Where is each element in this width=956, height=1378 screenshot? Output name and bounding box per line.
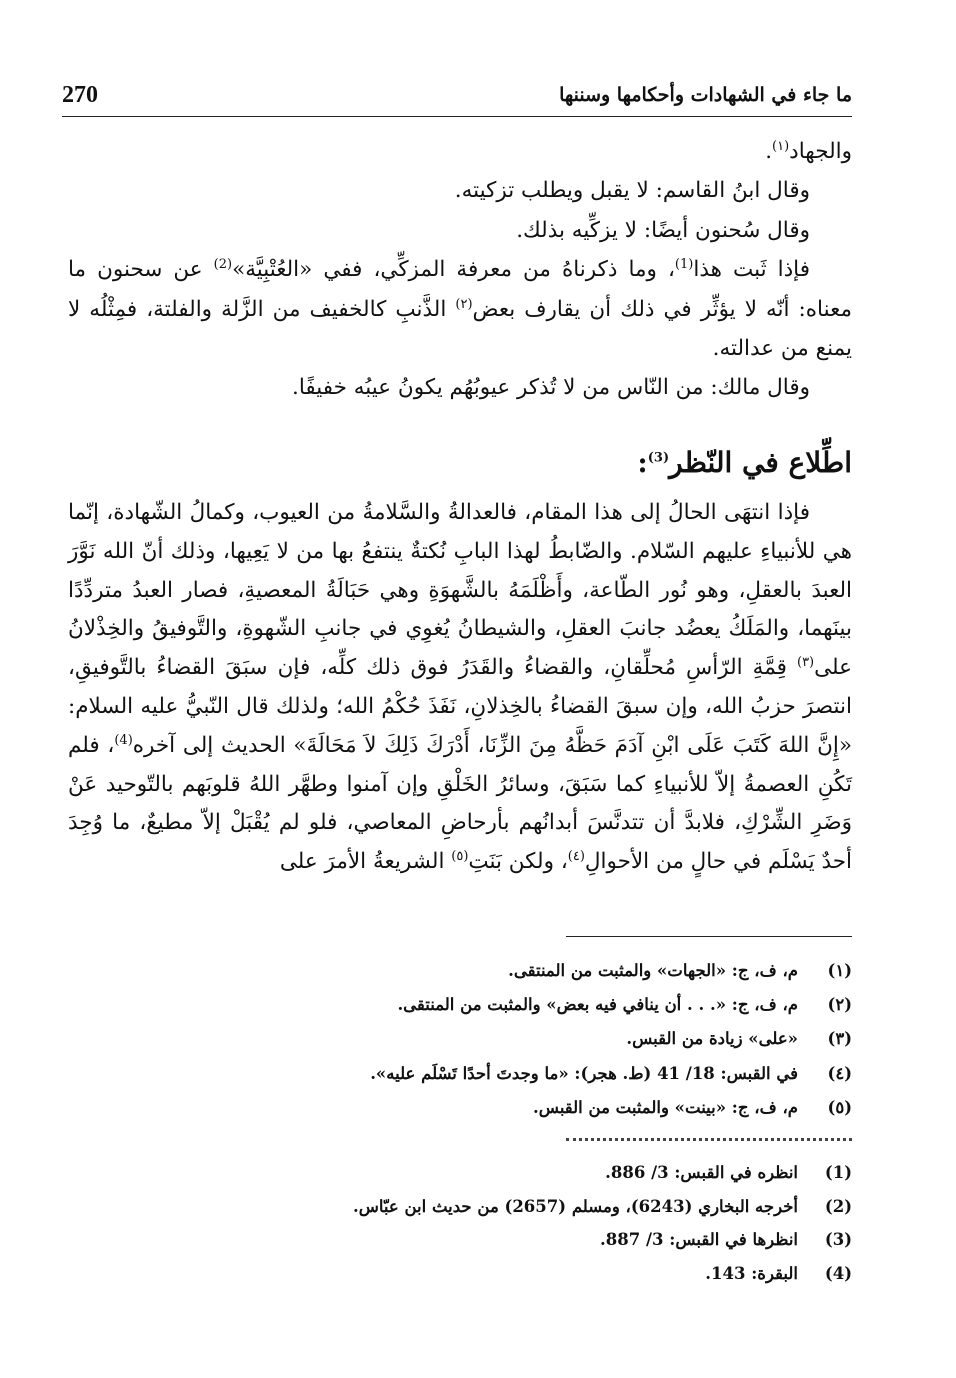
manuscript-footnotes: [200, 954, 852, 1125]
footnote-ref: (٤): [567, 849, 585, 865]
paragraph: والجهاد$^{(١)}$.: [765, 138, 852, 164]
footnote: (4) البقرة: 143.: [705, 1263, 852, 1283]
footnote-separator-dotted: [566, 1138, 852, 1141]
body-text-section: [68, 494, 852, 882]
footnote-ref: (1): [674, 257, 694, 273]
footnote: (٢) م، ف، ج: «. . . أن ينافي فيه بعض» والمثبت من المنتقى.: [397, 995, 852, 1015]
footnote: (2) أخرجه البخاري (6243)، ومسلم (2657) من حديث ابن عبّاس.: [353, 1196, 852, 1216]
paragraph: فإذا انتهَى الحالُ إلى هذا المقام، فالعدالةُ والسَّلامةُ من العيوب، وكمالُ الشّهادة، إنّما هي للأنبياءِ عليهم السّلام. والضّابطُ لهذا البابِ نُكتةٌ ينتفعُ بها من لا يَعِيها، وذلك أنّ الله نَوَّرَ العبدَ بالعقلِ، وهو نُور الطّاعة، وأَظْلَمَهُ بالشَّهوَةِ وهي حَبَالَةُ المعصيةِ، فصار العبدُ متردِّدًا بينَهما، والمَلَكُ يعضُد جانبَ العقلِ، والشيطانُ يُغوِي في جانبِ الشّهوةِ، والتَّوفيقُ والخِذْلانُ على$^{(٣)}$ قِمَّةِ الرّأسِ مُحلِّقانِ، والقضاءُ والقَدَرُ فوق ذلك كلِّه، فإن سبَقَ القضاءُ بالتَّوفيقِ، انتصرَ حزبُ الله، وإن سبقَ القضاءُ بالخِذلانِ، نَفَذَ حُكْمُ الله؛ ولذلك قال النّبيُّ عليه السلام: «إِنَّ اللهَ كَتَبَ عَلَى ابْنِ آدَمَ حَظَّهُ مِنَ الزِّنَا، أَدْرَكَ ذَلِكَ لاَ مَحَالَةَ» الحديث إلى آخره$^{(4)}$، فلم تَكُنِ العصمةُ إلاّ للأنبياءِ كما سَبَقَ، وسائرُ الخَلْقِ وإن آمنوا وطهَّر اللهُ قلوبَهم بالتّوحيد عَنْ وَضَرِ الشِّرْكِ، فلابدَّ أن تتدنَّسَ أبدانُهم بأرحاضِ المعاصي، فلو لم يُقْبَلْ إلاّ مطيعٌ، ما وُجِدَ أحدٌ يَسْلَم في حالٍ من الأحوالِ$^{(٤)}$، ولكن بَنَتِ$^{(٥)}$ الشريعةُ الأمرَ على: [68, 500, 852, 875]
footnote: (3) انظرها في القبس: 3/ 887.: [600, 1230, 852, 1250]
editor-footnotes: [200, 1156, 852, 1290]
footnote: (٣) «على» زيادة من القبس.: [626, 1029, 852, 1049]
section-heading: اطِّلاع في النّظر$^{(3)}$:: [637, 446, 852, 479]
footnote: (٥) م، ف، ج: «بينت» والمثبت من القبس.: [533, 1097, 852, 1117]
paragraph: وقال سُحنون أيضًا: لا يزكِّيه بذلك.: [516, 217, 810, 243]
footnote: (٤) في القبس: 18/ 41 (ط. هجر): «ما وجدتَ أحدًا تَسْلَم عليه».: [370, 1063, 852, 1083]
footnote-ref: (١): [772, 138, 790, 154]
paragraph: فإذا ثَبت هذا$^{(1)}$، وما ذكرناهُ من معرفة المزكِّي، ففي «العُتْبِيَّة»$^{(2)}$ عن سحنون ما معناه: أنّه لا يؤثِّر في ذلك أن يقارف بعض$^{(٢)}$ الذَّنبِ كالخفيف من الزَّلة والفلتة، فمِثْلُه لا يمنع من عدالته.: [68, 257, 852, 362]
footnote: (١) م، ف، ج: «الجهات» والمثبت من المنتقى.: [508, 961, 852, 980]
footnote-ref: (٥): [451, 849, 469, 865]
body-text-top: [68, 132, 852, 408]
footnote-ref: (٣): [796, 655, 815, 671]
paragraph: وقال مالك: من النّاس من لا تُذكر عيوبُهُم يكونُ عيبُه خفيفًا.: [292, 375, 810, 401]
footnote-separator: [566, 936, 852, 937]
footnote-ref: (٢): [455, 296, 473, 312]
footnote: (1) انظره في القبس: 3/ 886.: [605, 1163, 852, 1182]
paragraph: وقال ابنُ القاسم: لا يقبل ويطلب تزكيته.: [454, 178, 810, 204]
footnote-ref: (4): [114, 732, 133, 748]
footnote-ref: (3): [647, 450, 670, 466]
running-title: ما جاء في الشهادات وأحكامها وسننها: [559, 84, 852, 106]
footnote-ref: (2): [213, 257, 233, 273]
page-number: 270: [62, 82, 98, 108]
running-header: [62, 82, 852, 117]
